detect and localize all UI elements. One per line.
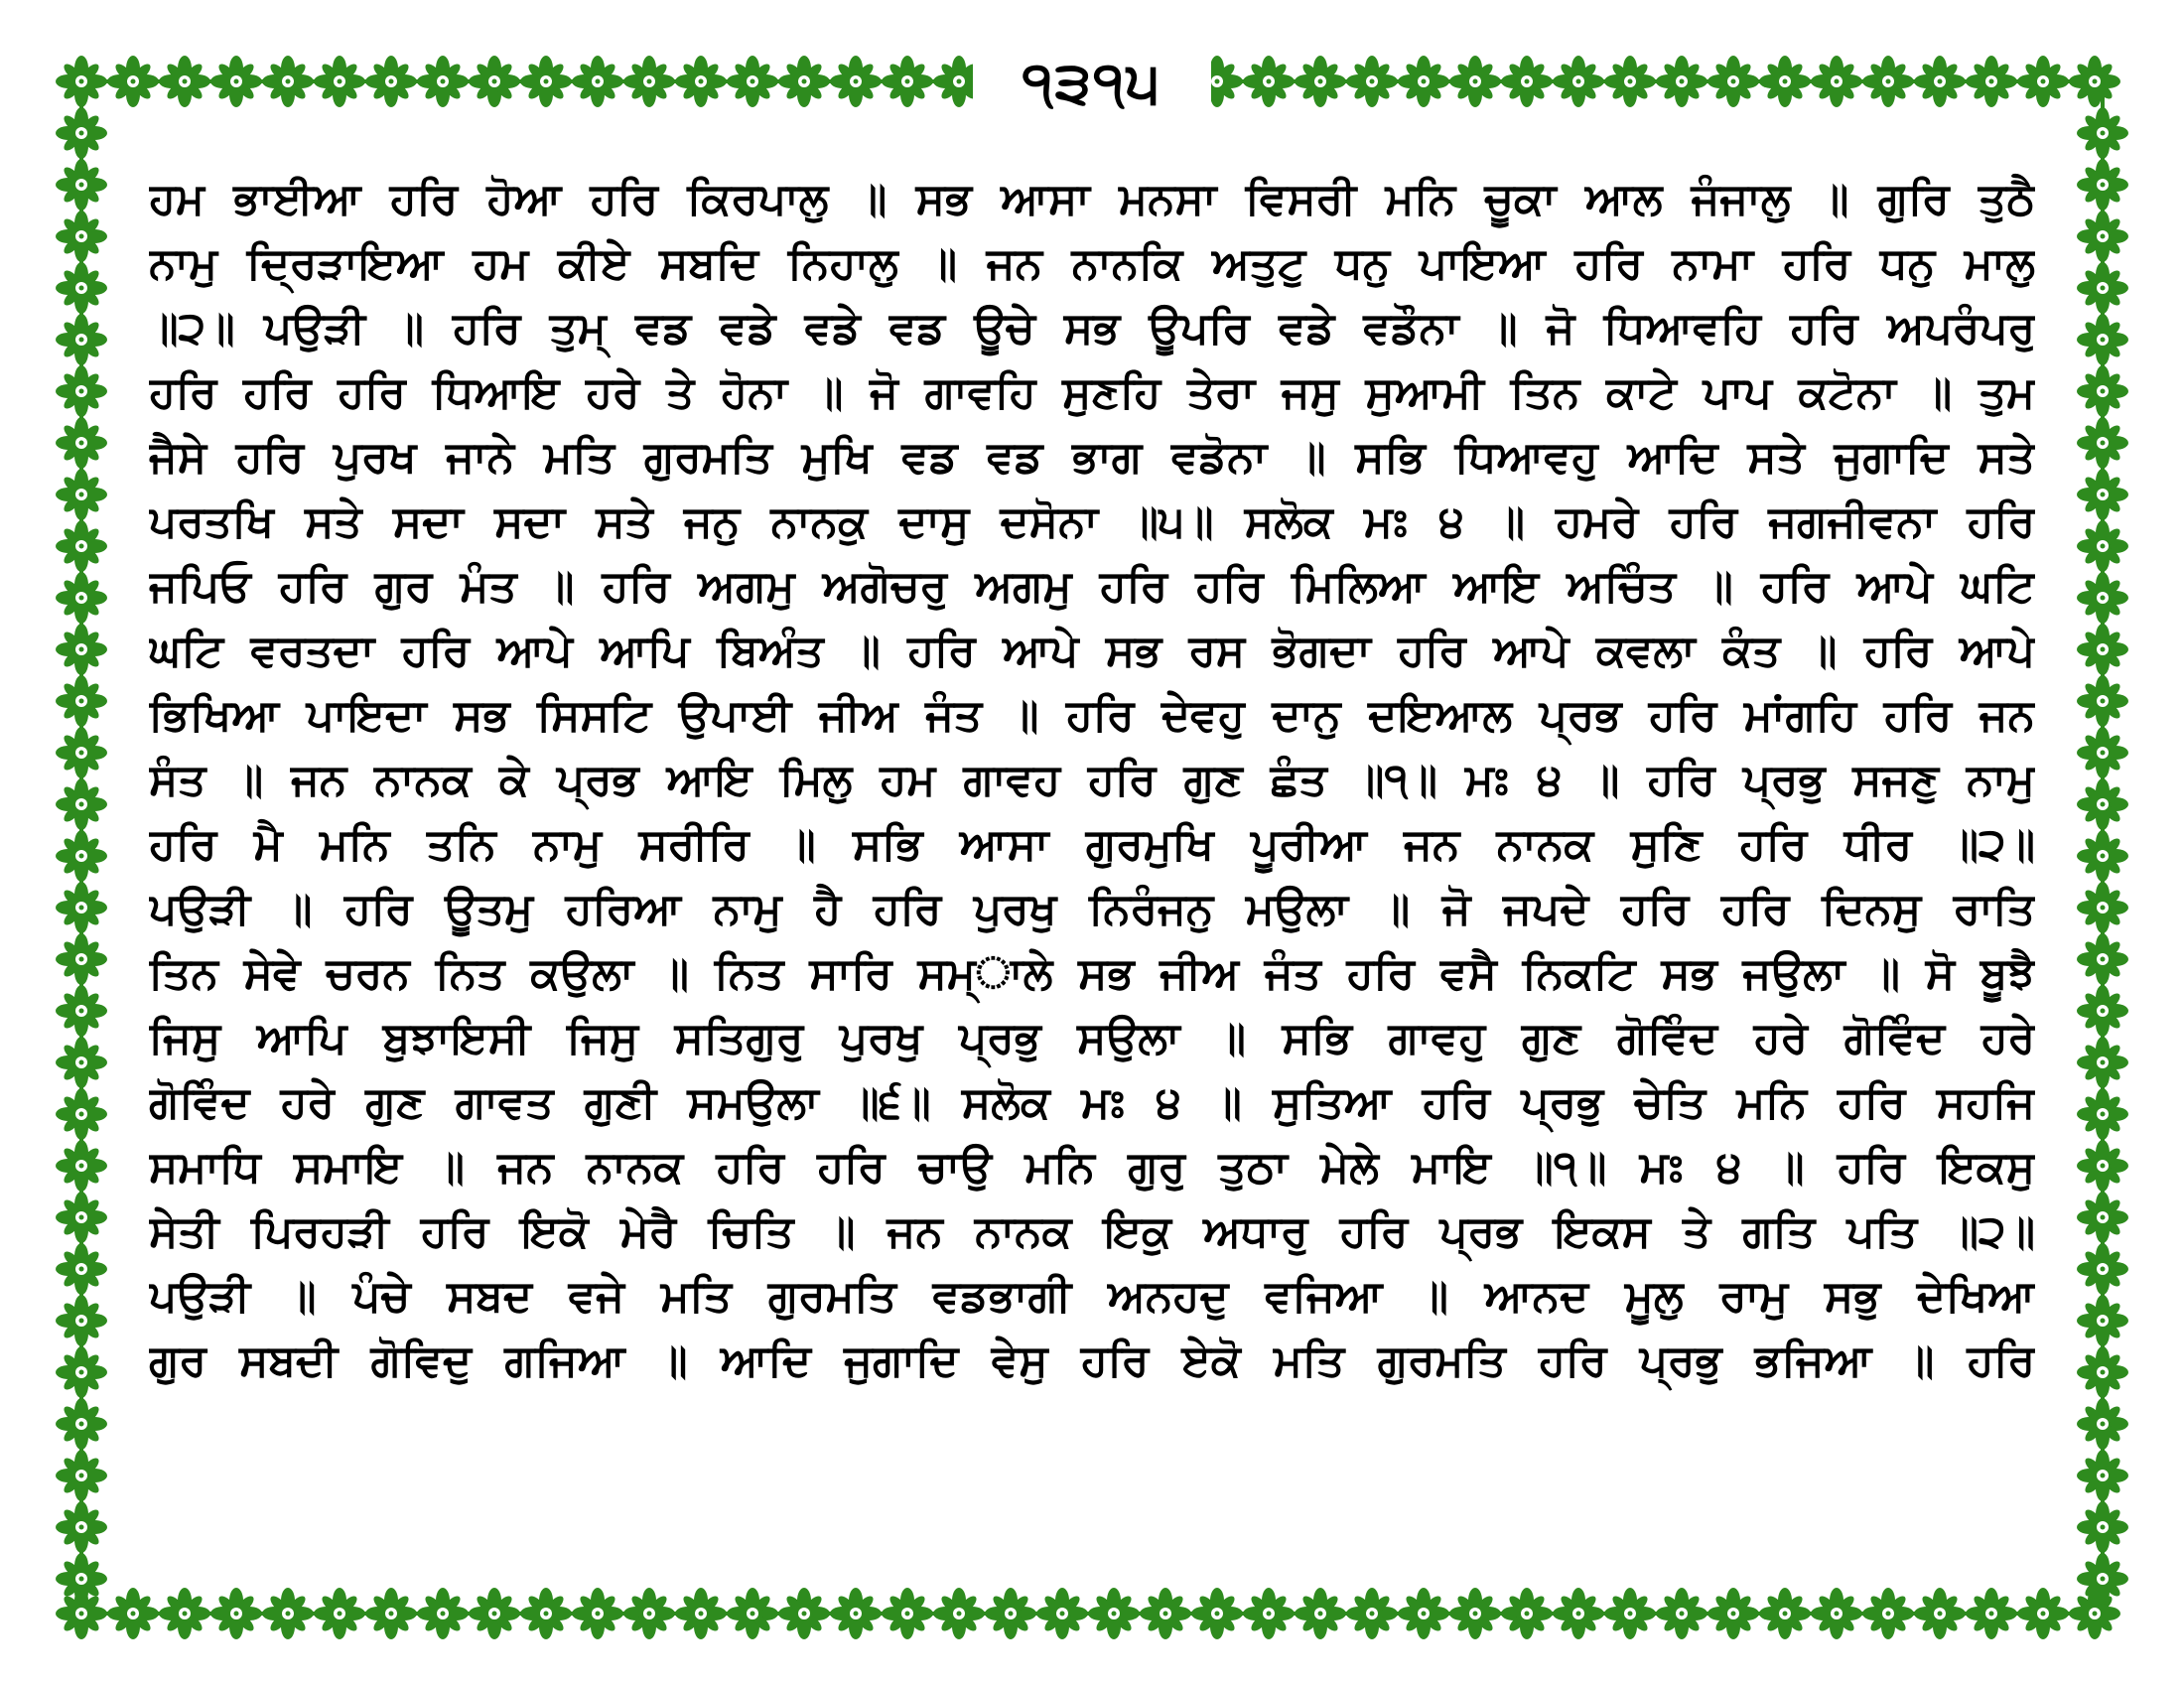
flower-icon: [56, 1295, 107, 1346]
flower-icon: [56, 624, 107, 675]
flower-icon: [2077, 314, 2128, 365]
text-line: ਘਟਿ ਵਰਤਦਾ ਹਰਿ ਆਪੇ ਆਪਿ ਬਿਅੰਤ ॥ ਹਰਿ ਆਪੇ ਸਭ ਰਸ ਭੋਗਦਾ ਹਰਿ ਆਪੇ ਕਵਲਾ ਕੰਤ ॥ ਹਰਿ ਆਪੇ: [149, 626, 2035, 676]
text-line: ਗੁਰ ਸਬਦੀ ਗੋਵਿਦੁ ਗਜਿਆ ॥ ਆਦਿ ਜੁਗਾਦਿ ਵੇਸੁ ਹਰਿ ਏਕੋ ਮਤਿ ਗੁਰਮਤਿ ਹਰਿ ਪ੍ਰਭੁ ਭਜਿਆ ॥ ਹਰਿ: [149, 1336, 2035, 1386]
flower-icon: [830, 1588, 882, 1639]
flower-icon: [830, 56, 882, 107]
flower-icon: [1295, 1588, 1346, 1639]
text-line: ਗੋਵਿੰਦ ਹਰੇ ਗੁਣ ਗਾਵਤ ਗੁਣੀ ਸਮਉਲਾ ॥੬॥ ਸਲੋਕ ਮਃ ੪ ॥ ਸੁਤਿਆ ਹਰਿ ਪ੍ਰਭੁ ਚੇਤਿ ਮਨਿ ਹਰਿ ਸਹਜਿ: [149, 1077, 2035, 1128]
flower-icon: [1449, 1588, 1501, 1639]
flower-icon: [778, 1588, 830, 1639]
text-line: ਪਉੜੀ ॥ ਹਰਿ ਊਤਮੁ ਹਰਿਆ ਨਾਮੁ ਹੈ ਹਰਿ ਪੁਰਖੁ ਨਿਰੰਜਨੁ ਮਉਲਾ ॥ ਜੋ ਜਪਦੇ ਹਰਿ ਹਰਿ ਦਿਨਸੁ ਰਾਤਿ: [149, 884, 2035, 934]
flower-icon: [2077, 882, 2128, 933]
flower-icon: [262, 56, 314, 107]
flower-icon: [1036, 1588, 1088, 1639]
flower-icon: [56, 56, 107, 107]
flower-icon: [2069, 56, 2120, 107]
flower-icon: [2069, 1588, 2120, 1639]
flower-icon: [1346, 1588, 1398, 1639]
flower-icon: [2077, 985, 2128, 1037]
flower-icon: [933, 1588, 985, 1639]
flower-icon: [1656, 56, 1707, 107]
flower-icon: [314, 56, 365, 107]
flower-icon: [56, 262, 107, 314]
flower-icon: [159, 56, 210, 107]
flower-icon: [2077, 365, 2128, 417]
flower-icon: [56, 417, 107, 469]
flower-icon: [56, 727, 107, 778]
flower-icon: [2077, 1037, 2128, 1088]
flower-icon: [2077, 211, 2128, 262]
text-line: ਜੈਸੇ ਹਰਿ ਪੁਰਖ ਜਾਨੇ ਮਤਿ ਗੁਰਮਤਿ ਮੁਖਿ ਵਡ ਵਡ ਭਾਗ ਵਡੋਨਾ ॥ ਸਭਿ ਧਿਆਵਹੁ ਆਦਿ ਸਤੇ ਜੁਗਾਦਿ ਸਤੇ: [149, 432, 2035, 483]
flower-icon: [2077, 107, 2128, 159]
flower-icon: [56, 365, 107, 417]
flower-icon: [1914, 56, 1966, 107]
flower-icon: [56, 1243, 107, 1295]
text-line: ਜਿਸੁ ਆਪਿ ਬੁਝਾਇਸੀ ਜਿਸੁ ਸਤਿਗੁਰੁ ਪੁਰਖੁ ਪ੍ਰਭੁ ਸਉਲਾ ॥ ਸਭਿ ਗਾਵਹੁ ਗੁਣ ਗੋਵਿੰਦ ਹਰੇ ਗੋਵਿੰਦ ਹਰੇ: [149, 1013, 2035, 1063]
text-line: ਤਿਨ ਸੇਵੇ ਚਰਨ ਨਿਤ ਕਉਲਾ ॥ ਨਿਤ ਸਾਰਿ ਸਮ੍ਾਲੇ ਸਭ ਜੀਅ ਜੰਤ ਹਰਿ ਵਸੈ ਨਿਕਟਿ ਸਭ ਜਉਲਾ ॥ ਸੋ ਬੂਝੈ: [149, 948, 2035, 999]
flower-icon: [1604, 56, 1656, 107]
flower-icon: [2077, 262, 2128, 314]
flower-icon: [2077, 624, 2128, 675]
flower-icon: [56, 985, 107, 1037]
flower-icon: [56, 1553, 107, 1605]
flower-icon: [1966, 1588, 2017, 1639]
flower-icon: [2077, 572, 2128, 624]
flower-icon: [623, 1588, 675, 1639]
flower-icon: [2077, 469, 2128, 520]
flower-icon: [1295, 56, 1346, 107]
flower-icon: [1707, 1588, 1759, 1639]
flower-icon: [1811, 1588, 1862, 1639]
text-line: ਸੰਤ ॥ ਜਨ ਨਾਨਕ ਕੇ ਪ੍ਰਭ ਆਇ ਮਿਲੁ ਹਮ ਗਾਵਹ ਹਰਿ ਗੁਣ ਛੰਤ ॥੧॥ ਮਃ ੪ ॥ ਹਰਿ ਪ੍ਰਭੁ ਸਜਣੁ ਨਾਮੁ: [149, 755, 2035, 805]
flower-icon: [56, 933, 107, 985]
flower-icon: [1398, 1588, 1449, 1639]
flower-icon: [56, 830, 107, 882]
flower-icon: [1966, 56, 2017, 107]
text-line: ਸੇਤੀ ਪਿਰਹੜੀ ਹਰਿ ਇਕੋ ਮੇਰੈ ਚਿਤਿ ॥ ਜਨ ਨਾਨਕ ਇਕੁ ਅਧਾਰੁ ਹਰਿ ਪ੍ਰਭ ਇਕਸ ਤੇ ਗਤਿ ਪਤਿ ॥੨॥: [149, 1206, 2035, 1257]
flower-icon: [2077, 727, 2128, 778]
flower-icon: [2077, 1243, 2128, 1295]
flower-icon: [520, 56, 572, 107]
flower-icon: [985, 1588, 1036, 1639]
flower-icon: [56, 211, 107, 262]
flower-icon: [1243, 56, 1295, 107]
text-line: ਜਪਿਓ ਹਰਿ ਗੁਰ ਮੰਤ ॥ ਹਰਿ ਅਗਮੁ ਅਗੋਚਰੁ ਅਗਮੁ ਹਰਿ ਹਰਿ ਮਿਲਿਆ ਆਇ ਅਚਿੰਤ ॥ ਹਰਿ ਆਪੇ ਘਟਿ: [149, 561, 2035, 612]
flower-icon: [365, 56, 417, 107]
text-line: ਹਮ ਭਾਈਆ ਹਰਿ ਹੋਆ ਹਰਿ ਕਿਰਪਾਲੁ ॥ ਸਭ ਆਸਾ ਮਨਸਾ ਵਿਸਰੀ ਮਨਿ ਚੂਕਾ ਆਲ ਜੰਜਾਲੁ ॥ ਗੁਰਿ ਤੁਠੈ: [149, 174, 2035, 224]
gurbani-text-block: [149, 167, 2035, 1393]
flower-icon: [314, 1588, 365, 1639]
flower-icon: [2077, 830, 2128, 882]
flower-icon: [1862, 56, 1914, 107]
flower-icon: [675, 56, 727, 107]
flower-icon: [1501, 56, 1553, 107]
flower-icon: [2077, 1192, 2128, 1243]
flower-icon: [56, 1501, 107, 1553]
flower-icon: [2077, 1140, 2128, 1192]
flower-icon: [2077, 417, 2128, 469]
flower-icon: [727, 56, 778, 107]
flower-icon: [2077, 1450, 2128, 1501]
flower-icon: [1604, 1588, 1656, 1639]
flower-icon: [2077, 1295, 2128, 1346]
flower-icon: [882, 1588, 933, 1639]
text-line: ਪਉੜੀ ॥ ਪੰਚੇ ਸਬਦ ਵਜੇ ਮਤਿ ਗੁਰਮਤਿ ਵਡਭਾਗੀ ਅਨਹਦੁ ਵਜਿਆ ॥ ਆਨਦ ਮੂਲੁ ਰਾਮੁ ਸਭੁ ਦੇਖਿਆ: [149, 1271, 2035, 1322]
flower-icon: [572, 1588, 623, 1639]
flower-icon: [210, 56, 262, 107]
flower-icon: [56, 1088, 107, 1140]
flower-icon: [2077, 520, 2128, 572]
flower-icon: [210, 1588, 262, 1639]
flower-icon: [2077, 1398, 2128, 1450]
flower-icon: [675, 1588, 727, 1639]
flower-icon: [1811, 56, 1862, 107]
flower-icon: [2077, 675, 2128, 727]
flower-icon: [727, 1588, 778, 1639]
flower-icon: [56, 1346, 107, 1398]
flower-icon: [417, 56, 469, 107]
flower-icon: [572, 56, 623, 107]
flower-icon: [778, 56, 830, 107]
flower-icon: [1862, 1588, 1914, 1639]
flower-icon: [2077, 1553, 2128, 1605]
flower-icon: [56, 107, 107, 159]
flower-icon: [1191, 1588, 1243, 1639]
text-line: ਭਿਖਿਆ ਪਾਇਦਾ ਸਭ ਸਿਸਟਿ ਉਪਾਈ ਜੀਅ ਜੰਤ ॥ ਹਰਿ ਦੇਵਹੁ ਦਾਨੁ ਦਇਆਲ ਪ੍ਰਭ ਹਰਿ ਮਾਂਗਹਿ ਹਰਿ ਜਨ: [149, 690, 2035, 741]
flower-icon: [56, 1398, 107, 1450]
flower-icon: [56, 572, 107, 624]
flower-icon: [56, 1037, 107, 1088]
flower-icon: [1759, 1588, 1811, 1639]
flower-icon: [56, 469, 107, 520]
flower-icon: [56, 1192, 107, 1243]
flower-icon: [1759, 56, 1811, 107]
flower-icon: [2017, 56, 2069, 107]
flower-icon: [2077, 1088, 2128, 1140]
flower-icon: [2077, 159, 2128, 211]
flower-icon: [56, 778, 107, 830]
flower-icon: [1449, 56, 1501, 107]
text-line: ਸਮਾਧਿ ਸਮਾਇ ॥ ਜਨ ਨਾਨਕ ਹਰਿ ਹਰਿ ਚਾਉ ਮਨਿ ਗੁਰੁ ਤੁਠਾ ਮੇਲੇ ਮਾਇ ॥੧॥ ਮਃ ੪ ॥ ਹਰਿ ਇਕਸੁ: [149, 1142, 2035, 1193]
flower-icon: [2077, 933, 2128, 985]
flower-icon: [1656, 1588, 1707, 1639]
flower-icon: [56, 314, 107, 365]
flower-icon: [469, 1588, 520, 1639]
flower-icon: [1553, 56, 1604, 107]
flower-icon: [56, 520, 107, 572]
flower-icon: [520, 1588, 572, 1639]
flower-icon: [1243, 1588, 1295, 1639]
flower-icon: [2077, 1346, 2128, 1398]
flower-icon: [1914, 1588, 1966, 1639]
text-line: ਪਰਤਖਿ ਸਤੇ ਸਦਾ ਸਦਾ ਸਤੇ ਜਨੁ ਨਾਨਕੁ ਦਾਸੁ ਦਸੋਨਾ ॥੫॥ ਸਲੋਕ ਮਃ ੪ ॥ ਹਮਰੇ ਹਰਿ ਜਗਜੀਵਨਾ ਹਰਿ: [149, 496, 2035, 547]
flower-icon: [2017, 1588, 2069, 1639]
flower-icon: [365, 1588, 417, 1639]
flower-icon: [469, 56, 520, 107]
flower-icon: [882, 56, 933, 107]
flower-icon: [1398, 56, 1449, 107]
flower-icon: [1501, 1588, 1553, 1639]
flower-icon: [56, 882, 107, 933]
flower-icon: [56, 159, 107, 211]
flower-icon: [1553, 1588, 1604, 1639]
flower-icon: [159, 1588, 210, 1639]
flower-icon: [2077, 778, 2128, 830]
text-line: ਨਾਮੁ ਦ੍ਰਿੜਾਇਆ ਹਮ ਕੀਏ ਸਬਦਿ ਨਿਹਾਲੁ ॥ ਜਨ ਨਾਨਕਿ ਅਤੁਟੁ ਧਨੁ ਪਾਇਆ ਹਰਿ ਨਾਮਾ ਹਰਿ ਧਨੁ ਮਾਲੁ: [149, 238, 2035, 289]
text-line: ਹਰਿ ਹਰਿ ਹਰਿ ਧਿਆਇ ਹਰੇ ਤੇ ਹੋਨਾ ॥ ਜੋ ਗਾਵਹਿ ਸੁਣਹਿ ਤੇਰਾ ਜਸੁ ਸੁਆਮੀ ਤਿਨ ਕਾਟੇ ਪਾਪ ਕਟੋਨਾ ॥ ਤੁਮ: [149, 367, 2035, 418]
flower-icon: [623, 56, 675, 107]
text-line: ਹਰਿ ਮੈ ਮਨਿ ਤਨਿ ਨਾਮੁ ਸਰੀਰਿ ॥ ਸਭਿ ਆਸਾ ਗੁਰਮੁਖਿ ਪੂਰੀਆ ਜਨ ਨਾਨਕ ਸੁਣਿ ਹਰਿ ਧੀਰ ॥੨॥: [149, 819, 2035, 870]
flower-icon: [1346, 56, 1398, 107]
flower-icon: [56, 1140, 107, 1192]
flower-icon: [107, 56, 159, 107]
flower-icon: [1140, 1588, 1191, 1639]
flower-icon: [262, 1588, 314, 1639]
flower-icon: [56, 675, 107, 727]
page-number: ੧੩੧੫: [973, 28, 1211, 137]
flower-icon: [1088, 1588, 1140, 1639]
flower-icon: [1707, 56, 1759, 107]
flower-icon: [417, 1588, 469, 1639]
flower-icon: [56, 1450, 107, 1501]
flower-icon: [2077, 1501, 2128, 1553]
flower-icon: [107, 1588, 159, 1639]
text-line: ॥੨॥ ਪਉੜੀ ॥ ਹਰਿ ਤੁਮ੍ ਵਡ ਵਡੇ ਵਡੇ ਵਡ ਊਚੇ ਸਭ ਊਪਰਿ ਵਡੇ ਵਡੌਨਾ ॥ ਜੋ ਧਿਆਵਹਿ ਹਰਿ ਅਪਰੰਪਰੁ: [149, 303, 2035, 353]
